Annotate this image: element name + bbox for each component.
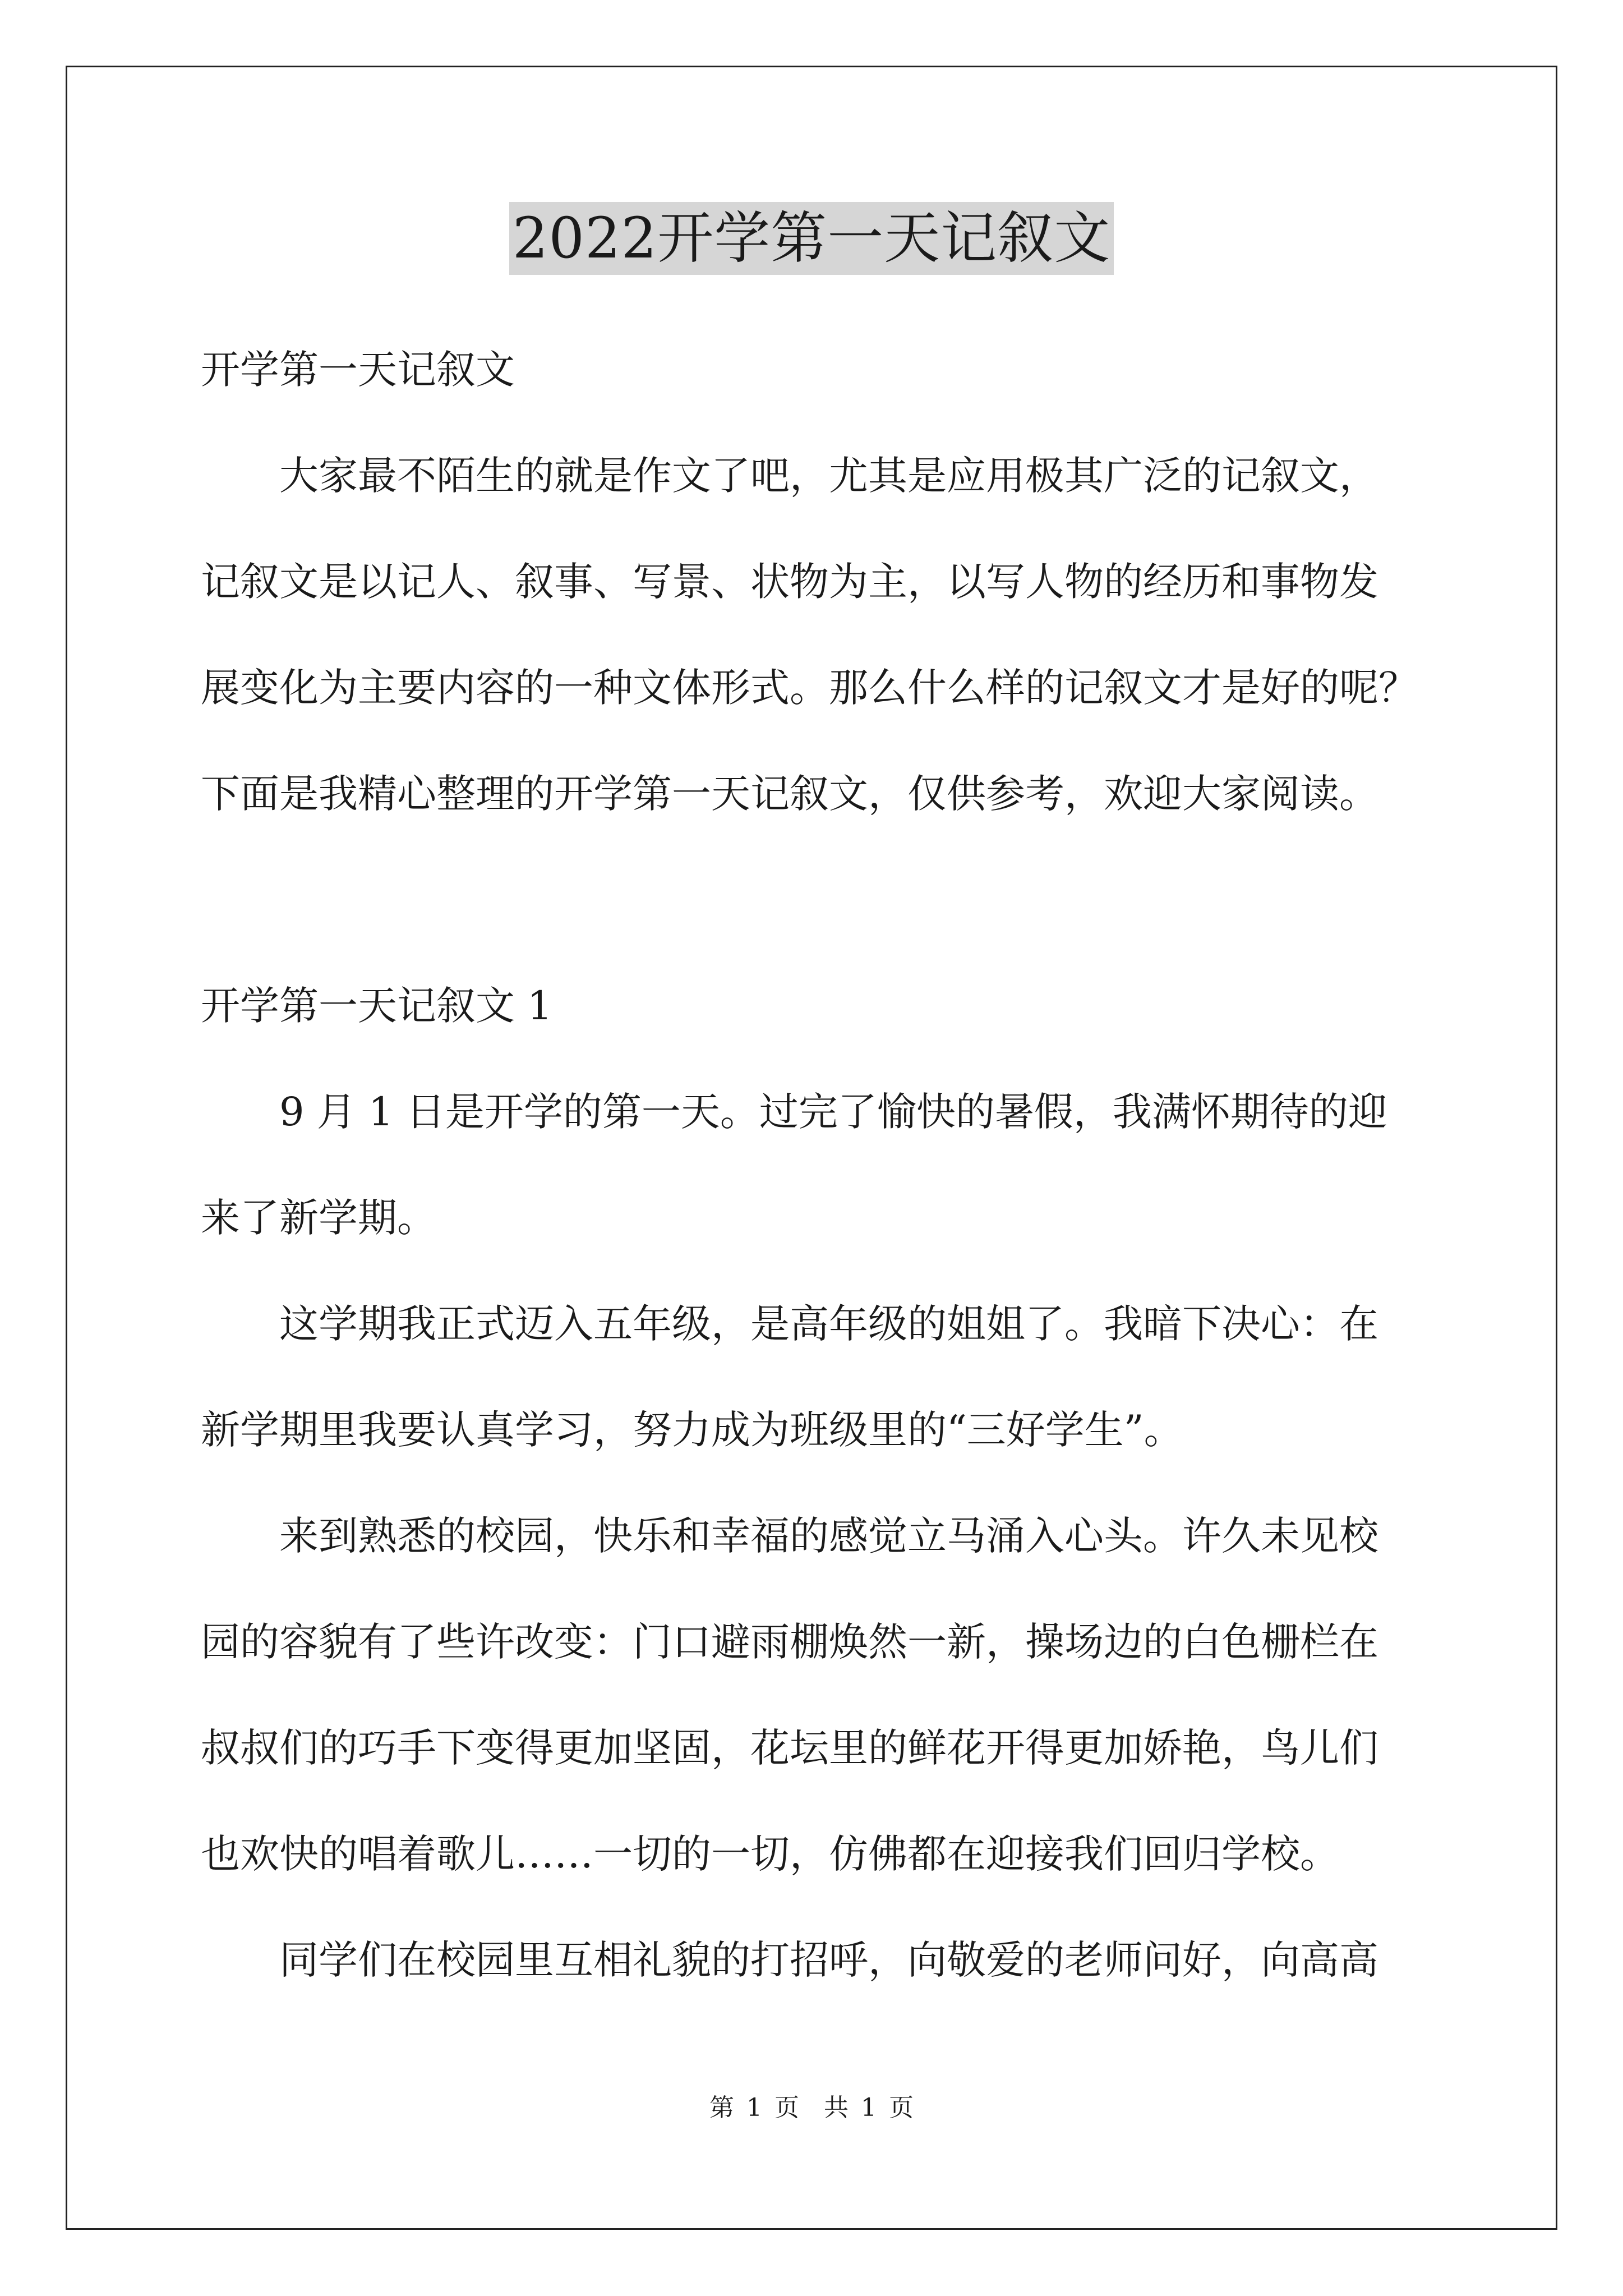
body-line: 新学期里我要认真学习，努力成为班级里的“三好学生”。 — [201, 1407, 1183, 1453]
intro-line: 下面是我精心整理的开学第一天记叙文，仅供参考，欢迎大家阅读。 — [201, 771, 1378, 817]
document-body — [201, 317, 1435, 2013]
body-line: 来了新学期。 — [201, 1195, 436, 1241]
intro-line: 记叙文是以记人、叙事、写景、状物为主，以写人物的经历和事物发 — [201, 559, 1378, 605]
intro-line: 大家最不陌生的就是作文了吧，尤其是应用极其广泛的记叙文， — [279, 453, 1378, 499]
document-title: 2022开学第一天记叙文 — [509, 202, 1114, 275]
title-container — [0, 202, 1623, 275]
subtitle: 开学第一天记叙文 — [201, 347, 515, 393]
section-heading: 开学第一天记叙文 1 — [201, 983, 552, 1029]
intro-line: 展变化为主要内容的一种文体形式。那么什么样的记叙文才是好的呢？ — [201, 665, 1418, 711]
body-line: 来到熟悉的校园，快乐和幸福的感觉立马涌入心头。许久未见校 — [279, 1513, 1378, 1559]
body-line: 园的容貌有了些许改变：门口避雨棚焕然一新，操场边的白色栅栏在 — [201, 1619, 1378, 1665]
body-line: 同学们在校园里互相礼貌的打招呼，向敬爱的老师问好，向高高 — [279, 1937, 1378, 1983]
page-footer: 第 1 页 共 1 页 — [709, 2093, 914, 2122]
body-line: 9 月 1 日是开学的第一天。过完了愉快的暑假，我满怀期待的迎 — [279, 1089, 1387, 1135]
body-line: 也欢快的唱着歌儿……一切的一切，仿佛都在迎接我们回归学校。 — [201, 1831, 1339, 1877]
body-line: 这学期我正式迈入五年级，是高年级的姐姐了。我暗下决心：在 — [279, 1301, 1378, 1347]
body-line: 叔叔们的巧手下变得更加坚固，花坛里的鲜花开得更加娇艳，鸟儿们 — [201, 1725, 1378, 1771]
spacer — [201, 847, 1435, 953]
